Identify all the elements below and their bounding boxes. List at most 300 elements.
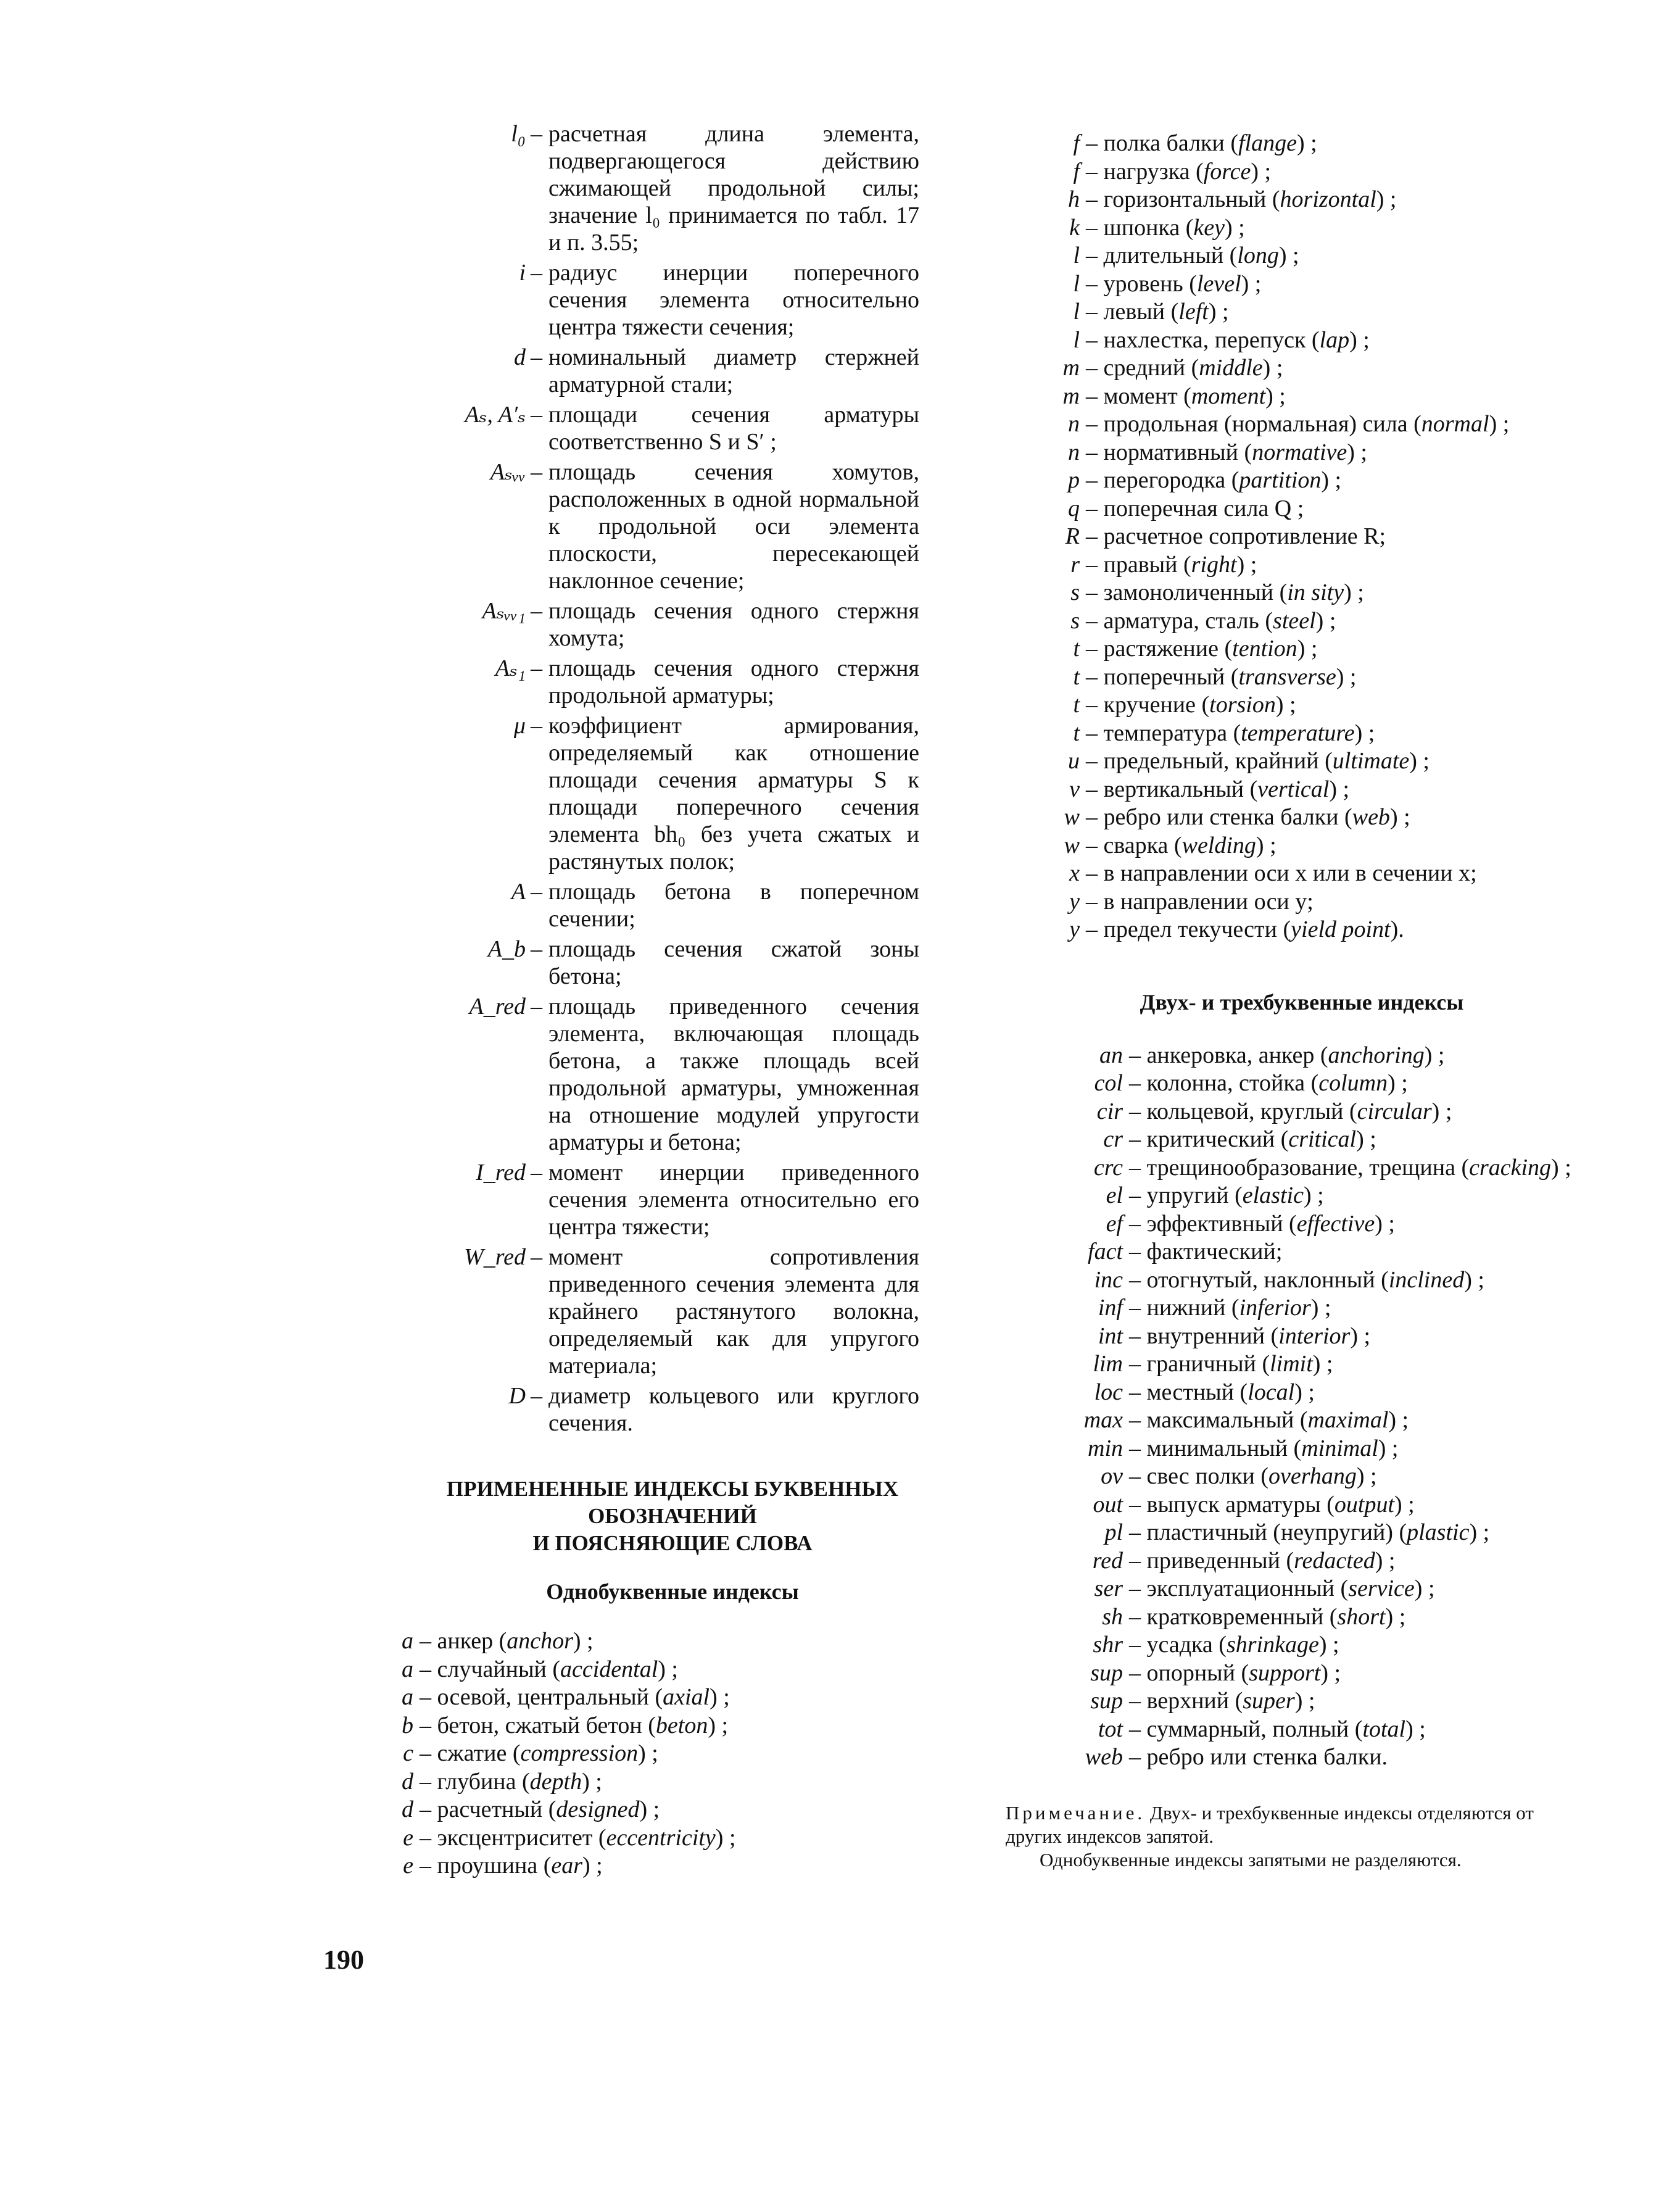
definition-text: момент сопротивления приведенного сечения элемента для крайнего растянутого волокна, определяемый как для упругого материала;	[548, 1244, 919, 1379]
index-key: t	[1073, 692, 1080, 718]
index-tail: ) ;	[1409, 748, 1430, 774]
index-dash: –	[420, 1768, 437, 1795]
single-letter-index-item	[1024, 467, 1579, 495]
index-key: R	[1065, 523, 1080, 549]
index-dash: –	[1086, 495, 1104, 521]
index-meaning: расчетный (	[437, 1796, 557, 1822]
index-dash: –	[1129, 1435, 1147, 1461]
index-dash: –	[1086, 467, 1104, 493]
definition-text: коэффициент армирования, определяемый как отношение площади сечения арматуры S к площади поперечного сечения элемента bh₀ без учета сжатых и растянутых полок;	[548, 713, 919, 874]
single-letter-index-item	[376, 1824, 919, 1853]
index-tail: ) ;	[1236, 551, 1257, 578]
index-key: e	[403, 1853, 413, 1879]
definition-text: диаметр кольцевого или круглого сечения.	[548, 1383, 919, 1436]
definition-text: радиус инерции поперечного сечения элемента относительно центра тяжести сечения;	[548, 260, 919, 340]
index-english: short	[1337, 1603, 1386, 1630]
index-meaning: нормативный (	[1103, 439, 1252, 465]
index-key: q	[1068, 495, 1080, 521]
definition-dash: –	[531, 879, 542, 905]
multi-letter-index-item	[1024, 1603, 1579, 1632]
index-english: right	[1191, 551, 1237, 578]
index-meaning: критический (	[1146, 1126, 1289, 1152]
index-english: column	[1318, 1070, 1388, 1096]
index-tail: ) ;	[1224, 214, 1245, 241]
index-tail: ) ;	[1424, 1042, 1445, 1068]
index-english: flange	[1238, 130, 1297, 156]
index-key: f	[1073, 158, 1080, 185]
multi-letter-index-item	[1024, 1631, 1579, 1659]
index-meaning: арматура, сталь (	[1103, 607, 1273, 634]
right-column	[1006, 130, 1579, 1872]
index-english: in sity	[1287, 579, 1344, 605]
index-dash: –	[1129, 1491, 1147, 1518]
index-meaning: расчетное сопротивление R;	[1103, 523, 1386, 549]
index-english: support	[1249, 1659, 1321, 1686]
index-dash: –	[1129, 1744, 1147, 1770]
index-english: normative	[1252, 439, 1347, 465]
note-label: Примечание.	[1006, 1801, 1146, 1824]
index-meaning: предельный, крайний (	[1103, 748, 1333, 774]
definition-text: момент инерции приведенного сечения элемента относительно его центра тяжести;	[548, 1160, 919, 1240]
index-key: l	[1073, 299, 1080, 325]
index-tail: ) ;	[1350, 1323, 1371, 1349]
index-tail: ) ;	[573, 1628, 594, 1654]
multi-letter-index-item	[1024, 1743, 1579, 1772]
index-english: level	[1196, 270, 1241, 297]
index-tail: ) ;	[1265, 383, 1286, 409]
single-letter-index-item	[1024, 860, 1579, 888]
index-key: col	[1094, 1070, 1123, 1096]
definition-item	[426, 401, 919, 455]
index-tail: ) ;	[1354, 720, 1375, 746]
index-key: t	[1073, 663, 1080, 690]
index-key: d	[402, 1768, 413, 1795]
index-key: shr	[1093, 1632, 1123, 1658]
definition-text: площадь бетона в поперечном сечении;	[548, 879, 919, 932]
single-letter-index-item	[1024, 635, 1579, 663]
multi-letter-index-item	[1024, 1323, 1579, 1351]
index-dash: –	[1129, 1239, 1147, 1264]
definition-dash: –	[531, 1244, 542, 1270]
definition-symbol: A_b	[487, 936, 526, 962]
index-key: m	[1062, 383, 1080, 409]
single-letter-index-item	[1024, 607, 1579, 636]
single-letter-list-right	[1024, 130, 1579, 944]
index-dash: –	[420, 1656, 437, 1682]
definition-dash: –	[531, 459, 542, 485]
index-key: a	[402, 1684, 413, 1710]
section-title-line2: И ПОЯСНЯЮЩИЕ СЛОВА	[532, 1531, 813, 1555]
index-english: super	[1243, 1688, 1295, 1714]
definition-dash: –	[531, 994, 542, 1019]
index-meaning: ребро или стенка балки.	[1146, 1744, 1388, 1770]
index-meaning: анкеровка, анкер (	[1146, 1042, 1328, 1068]
index-dash: –	[1086, 888, 1104, 915]
index-key: max	[1083, 1407, 1123, 1433]
index-english: plastic	[1407, 1519, 1470, 1545]
index-dash: –	[1129, 1407, 1147, 1433]
single-letter-heading: Однобуквенные индексы	[546, 1579, 799, 1604]
index-tail: ) ;	[1262, 355, 1283, 381]
index-english: depth	[529, 1768, 582, 1795]
definition-dash: –	[531, 260, 542, 286]
index-key: v	[1069, 776, 1080, 802]
index-tail: ) ;	[710, 1684, 730, 1710]
index-key: tot	[1098, 1716, 1123, 1742]
index-key: y	[1069, 916, 1080, 942]
left-column	[402, 120, 919, 1880]
index-english: compression	[520, 1740, 639, 1766]
multi-letter-index-item	[1024, 1659, 1579, 1688]
index-meaning: нагрузка (	[1103, 158, 1204, 185]
index-english: total	[1362, 1716, 1406, 1742]
index-tail: ) ;	[1251, 158, 1272, 185]
index-key: p	[1068, 467, 1080, 493]
index-meaning: упругий (	[1146, 1182, 1243, 1208]
index-english: inclined	[1388, 1266, 1465, 1293]
index-dash: –	[1129, 1098, 1147, 1124]
index-dash: –	[420, 1712, 437, 1738]
definitions-list	[426, 120, 919, 1437]
index-meaning: длительный (	[1103, 243, 1238, 268]
index-english: output	[1334, 1491, 1395, 1518]
index-dash: –	[1086, 607, 1104, 634]
index-meaning: глубина (	[437, 1768, 530, 1795]
index-english: long	[1237, 243, 1279, 268]
index-english: designed	[556, 1796, 640, 1822]
index-meaning: предел текучести (	[1103, 916, 1291, 942]
index-tail: ) ;	[1344, 579, 1364, 605]
index-meaning: кратковременный (	[1146, 1603, 1338, 1630]
index-tail: ) ;	[1296, 130, 1317, 156]
definition-symbol: d	[514, 344, 526, 370]
index-meaning: проушина (	[437, 1853, 552, 1879]
index-tail: ) ;	[1312, 1351, 1333, 1377]
index-meaning: температура (	[1103, 720, 1241, 746]
index-dash: –	[1129, 1716, 1147, 1742]
index-dash: –	[1129, 1519, 1147, 1545]
index-dash: –	[420, 1796, 437, 1822]
index-meaning: анкер (	[437, 1628, 507, 1654]
index-meaning: эффективный (	[1146, 1210, 1297, 1237]
index-tail: ) ;	[1294, 1379, 1315, 1405]
index-meaning: свес полки (	[1146, 1463, 1269, 1489]
single-letter-list-left	[376, 1627, 919, 1880]
index-dash: –	[1129, 1576, 1147, 1601]
index-english: web	[1352, 804, 1390, 830]
index-tail: ) ;	[1375, 1210, 1395, 1237]
index-dash: –	[1129, 1210, 1147, 1237]
definition-symbol: I_red	[476, 1160, 526, 1186]
definition-text: расчетная длина элемента, подвергающегося действию сжимающей продольной силы; значение l₀ принимается по табл. 17 и п. 3.55;	[548, 121, 919, 255]
note	[1006, 1801, 1579, 1872]
single-letter-index-item	[1024, 776, 1579, 804]
index-dash: –	[1129, 1042, 1147, 1068]
single-letter-index-item	[1024, 663, 1579, 692]
index-tail: ) ;	[1297, 636, 1318, 662]
definition-text: площадь сечения одного стержня хомута;	[548, 598, 919, 651]
index-meaning: приведенный (	[1146, 1547, 1294, 1574]
definition-item	[426, 1159, 919, 1240]
definition-dash: –	[531, 936, 542, 962]
index-tail: ) ;	[1310, 1295, 1331, 1321]
index-english: axial	[663, 1684, 710, 1710]
index-key: f	[1073, 130, 1080, 156]
definition-dash: –	[531, 344, 542, 370]
index-key: ef	[1106, 1210, 1123, 1237]
index-english: ultimate	[1332, 748, 1410, 774]
definition-text: площадь сечения одного стержня продольной арматуры;	[548, 655, 919, 708]
index-meaning: поперечный (	[1103, 663, 1239, 690]
index-key: r	[1070, 551, 1080, 578]
index-key: b	[402, 1712, 413, 1738]
index-dash: –	[1129, 1295, 1147, 1321]
index-english: maximal	[1307, 1407, 1389, 1433]
multi-letter-index-item	[1024, 1547, 1579, 1576]
definition-item	[426, 655, 919, 709]
definition-item	[426, 712, 919, 875]
single-letter-index-item	[1024, 326, 1579, 355]
single-letter-index-item	[1024, 410, 1579, 439]
index-meaning: уровень (	[1103, 270, 1197, 297]
index-tail: ) ;	[1315, 607, 1336, 634]
index-key: w	[1064, 832, 1080, 858]
index-english: ear	[551, 1853, 582, 1879]
index-key: w	[1064, 804, 1080, 830]
multi-letter-index-item	[1024, 1463, 1579, 1491]
index-dash: –	[1129, 1688, 1147, 1714]
note-paragraph-1	[1006, 1801, 1579, 1848]
index-tail: ) ;	[1431, 1098, 1452, 1124]
definition-symbol: μ	[513, 713, 526, 739]
index-meaning: бетон, сжатый бетон (	[437, 1712, 656, 1738]
index-key: a	[402, 1656, 413, 1682]
index-dash: –	[1086, 439, 1104, 465]
index-key: n	[1068, 439, 1080, 465]
definition-item	[426, 259, 919, 341]
index-dash: –	[1086, 523, 1104, 549]
single-letter-index-item	[1024, 270, 1579, 299]
index-english: redacted	[1294, 1547, 1375, 1574]
index-english: middle	[1199, 355, 1263, 381]
index-meaning: перегородка (	[1103, 467, 1239, 493]
index-meaning: усадка (	[1146, 1632, 1227, 1658]
index-tail: ) ;	[1388, 1070, 1408, 1096]
index-key: sh	[1102, 1603, 1123, 1630]
note-text-2: Однобуквенные индексы запятыми не разделяются.	[1040, 1848, 1462, 1871]
multi-letter-index-item	[1024, 1435, 1579, 1463]
definition-symbol: A	[511, 879, 526, 905]
index-meaning: растяжение (	[1103, 636, 1233, 662]
single-letter-index-item	[376, 1656, 919, 1684]
index-meaning: продольная (нормальная) сила (	[1103, 411, 1421, 437]
index-dash: –	[1129, 1323, 1147, 1349]
index-dash: –	[1086, 776, 1104, 802]
index-english: beton	[655, 1712, 708, 1738]
definition-symbol: D	[508, 1383, 526, 1409]
index-tail: ) ;	[715, 1824, 736, 1851]
multi-letter-index-item	[1024, 1126, 1579, 1154]
index-tail: ) ;	[1241, 270, 1262, 297]
definition-dash: –	[531, 1160, 542, 1186]
index-english: normal	[1421, 411, 1489, 437]
multi-letter-index-item	[1024, 1098, 1579, 1126]
multi-letter-list	[1024, 1042, 1579, 1772]
index-dash: –	[1129, 1070, 1147, 1096]
index-tail: ) ;	[639, 1796, 660, 1822]
index-dash: –	[1086, 243, 1104, 268]
index-meaning: шпонка (	[1103, 214, 1194, 241]
index-dash: –	[1086, 186, 1104, 212]
index-english: tention	[1232, 636, 1297, 662]
definition-symbol: Aₛᵥᵥ₁	[482, 598, 526, 624]
single-letter-index-item	[1024, 579, 1579, 607]
index-tail: ) ;	[1303, 1182, 1324, 1208]
index-tail: ) ;	[1464, 1266, 1484, 1293]
index-tail: ) ;	[1294, 1688, 1315, 1714]
index-tail: ) ;	[1318, 1632, 1339, 1658]
index-key: d	[402, 1796, 413, 1822]
index-meaning: горизонтальный (	[1103, 186, 1280, 212]
definition-symbol: Aₛ, A′ₛ	[465, 402, 526, 428]
index-dash: –	[1129, 1182, 1147, 1208]
index-tail: ) ;	[1375, 1547, 1396, 1574]
index-meaning: максимальный (	[1146, 1407, 1308, 1433]
single-letter-index-item	[1024, 691, 1579, 720]
index-key: ser	[1094, 1576, 1123, 1601]
single-letter-index-item	[376, 1740, 919, 1768]
index-tail: ) ;	[1336, 663, 1357, 690]
index-key: t	[1073, 636, 1080, 662]
index-english: elastic	[1242, 1182, 1304, 1208]
index-meaning: нижний (	[1146, 1295, 1239, 1321]
index-meaning: трещинообразование, трещина (	[1146, 1154, 1470, 1181]
index-tail: ) ;	[1414, 1576, 1435, 1601]
multi-letter-index-item	[1024, 1716, 1579, 1744]
multi-letter-index-item	[1024, 1210, 1579, 1239]
index-tail: ) ;	[582, 1768, 602, 1795]
index-tail: ) ;	[1356, 1463, 1377, 1489]
index-english: service	[1348, 1576, 1415, 1601]
index-dash: –	[1086, 299, 1104, 325]
index-english: vertical	[1257, 776, 1330, 802]
index-tail: ) ;	[1329, 776, 1350, 802]
index-tail: ) ;	[1349, 326, 1370, 353]
multi-letter-index-item	[1024, 1575, 1579, 1603]
definition-dash: –	[531, 713, 542, 739]
index-dash: –	[1129, 1379, 1147, 1405]
index-dash: –	[1086, 692, 1104, 718]
index-dash: –	[1129, 1659, 1147, 1686]
index-english: circular	[1357, 1098, 1432, 1124]
index-dash: –	[1129, 1351, 1147, 1377]
index-tail: ) ;	[638, 1740, 658, 1766]
index-key: sup	[1090, 1659, 1123, 1686]
definition-symbol: Aₛᵥᵥ	[490, 459, 526, 485]
index-meaning: в направлении оси x или в сечении x;	[1103, 860, 1477, 886]
index-english: effective	[1296, 1210, 1375, 1237]
multi-letter-index-item	[1024, 1154, 1579, 1182]
index-tail: ) ;	[1489, 411, 1510, 437]
definition-item	[426, 1382, 919, 1437]
single-letter-index-item	[1024, 383, 1579, 411]
index-english: steel	[1273, 607, 1316, 634]
index-meaning: сжатие (	[437, 1740, 521, 1766]
index-key: h	[1068, 186, 1080, 212]
index-meaning: местный (	[1146, 1379, 1248, 1405]
index-english: left	[1178, 299, 1209, 325]
single-letter-index-item	[1024, 214, 1579, 243]
index-key: lim	[1093, 1351, 1123, 1377]
definition-symbol: A_red	[469, 994, 526, 1019]
index-meaning: сварка (	[1103, 832, 1182, 858]
index-english: critical	[1288, 1126, 1357, 1152]
index-dash: –	[1086, 804, 1104, 830]
index-key: min	[1088, 1435, 1123, 1461]
single-letter-index-item	[1024, 804, 1579, 832]
definition-symbol: l₀	[511, 121, 526, 147]
multi-letter-heading: Двух- и трехбуквенные индексы	[1140, 989, 1464, 1015]
index-key: inf	[1098, 1295, 1123, 1321]
definition-text: площади сечения арматуры соответственно S и S′ ;	[548, 402, 919, 455]
index-english: cracking	[1469, 1154, 1552, 1181]
index-key: cir	[1096, 1098, 1123, 1124]
index-key: out	[1093, 1491, 1123, 1518]
index-english: minimal	[1301, 1435, 1378, 1461]
index-tail: ) ;	[1551, 1154, 1571, 1181]
definition-dash: –	[531, 402, 542, 428]
single-letter-index-item	[1024, 888, 1579, 916]
index-english: overhang	[1268, 1463, 1357, 1489]
index-english: key	[1193, 214, 1225, 241]
index-english: interior	[1278, 1323, 1351, 1349]
index-tail: ) ;	[1208, 299, 1229, 325]
index-key: el	[1106, 1182, 1123, 1208]
index-dash: –	[1129, 1463, 1147, 1489]
index-meaning: в направлении оси y;	[1103, 888, 1314, 915]
index-dash: –	[1129, 1266, 1147, 1293]
single-letter-index-item	[1024, 354, 1579, 383]
definition-text: площадь приведенного сечения элемента, включающая площадь бетона, а также площадь всей продольной арматуры, умноженная на отношение модулей упругости арматуры и бетона;	[548, 994, 919, 1155]
single-letter-index-item	[1024, 130, 1579, 158]
index-dash: –	[420, 1628, 437, 1654]
index-key: l	[1073, 270, 1080, 297]
single-letter-index-item	[1024, 242, 1579, 270]
index-dash: –	[1086, 551, 1104, 578]
multi-letter-index-item	[1024, 1238, 1579, 1266]
index-meaning: отогнутый, наклонный (	[1146, 1266, 1389, 1293]
index-dash: –	[1086, 130, 1104, 156]
index-key: e	[403, 1824, 413, 1851]
index-key: web	[1085, 1744, 1123, 1770]
note-text-1: Двух- и трехбуквенные индексы отделяются от других индексов запятой.	[1006, 1801, 1534, 1847]
index-meaning: пластичный (неупругий) (	[1146, 1519, 1407, 1545]
index-key: cr	[1103, 1126, 1123, 1152]
index-dash: –	[1086, 411, 1104, 437]
definition-symbol: i	[519, 260, 526, 286]
index-dash: –	[1086, 326, 1104, 353]
index-meaning: внутренний (	[1146, 1323, 1279, 1349]
index-meaning: кольцевой, круглый (	[1146, 1098, 1357, 1124]
index-key: l	[1073, 243, 1080, 268]
definition-dash: –	[531, 1383, 542, 1409]
index-meaning: полка балки (	[1103, 130, 1238, 156]
index-tail: ) ;	[1320, 1659, 1341, 1686]
multi-letter-index-item	[1024, 1406, 1579, 1435]
index-english: eccentricity	[606, 1824, 716, 1851]
index-key: crc	[1093, 1154, 1123, 1181]
definition-dash: –	[531, 598, 542, 624]
